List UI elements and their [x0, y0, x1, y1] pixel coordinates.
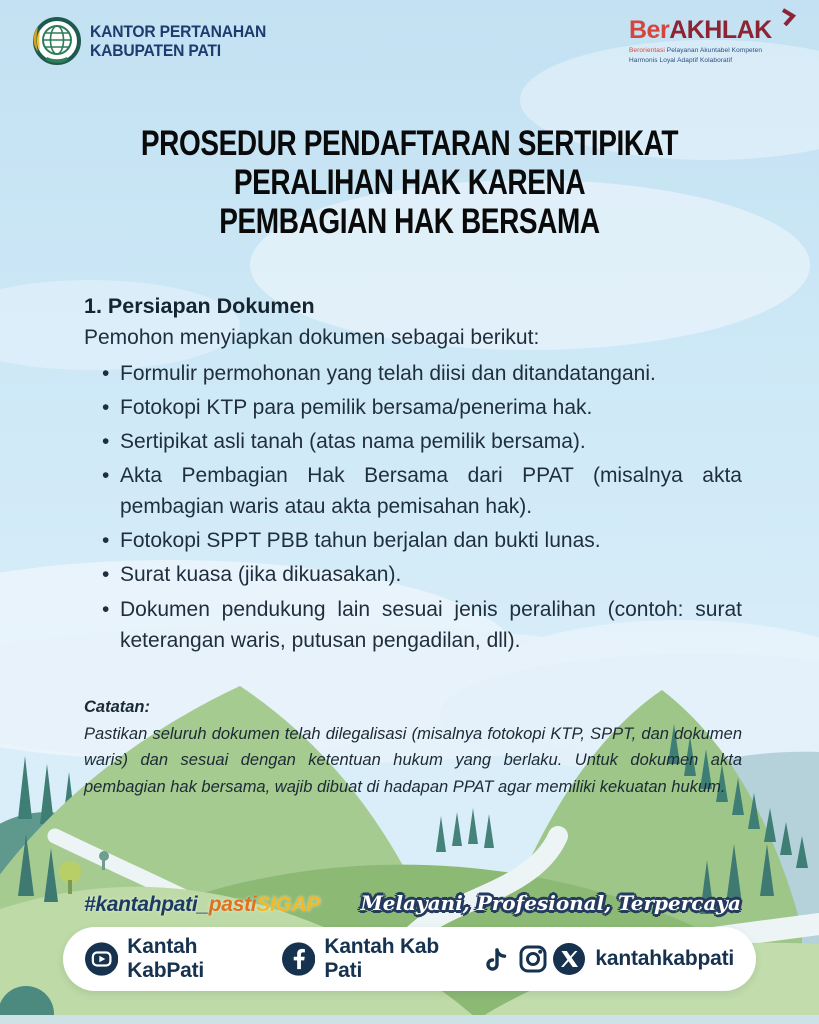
hashtag-part1: #kantahpati_ [84, 893, 209, 916]
page-title [82, 126, 737, 243]
section-heading: 1. Persiapan Dokumen [84, 294, 315, 318]
agency-name-line1: KANTOR PERTANAHAN [90, 21, 267, 41]
social-icon-trio [484, 942, 586, 976]
note-block [84, 694, 742, 801]
list-item: • Fotokopi SPPT PBB tahun berjalan dan bukti lunas. [102, 525, 742, 556]
berakhlak-tagline-red: Berorientasi [629, 47, 665, 54]
page-title-line3: PEMBAGIAN HAK BERSAMA [219, 202, 600, 241]
x-twitter-icon [552, 942, 586, 976]
berakhlak-wordmark [629, 18, 789, 43]
document-list [84, 358, 742, 656]
tiktok-icon [484, 943, 514, 975]
berakhlak-tagline [629, 46, 789, 66]
agency-name-line2: KABUPATEN PATI [90, 41, 221, 60]
section-intro: Pemohon menyiapkan dokumen sebagai berikut: [84, 326, 540, 349]
facebook-icon [282, 941, 315, 977]
list-item: • Sertipikat asli tanah (atas nama pemilik bersama). [102, 426, 742, 457]
page-title-line2: PERALIHAN HAK KARENA [233, 163, 586, 202]
instagram-icon [517, 943, 549, 975]
bpn-logo-icon [28, 14, 82, 68]
header [0, 0, 819, 90]
campaign-hashtag [84, 893, 320, 917]
youtube-handle: Kantah KabPati [127, 935, 205, 982]
list-item: • Surat kuasa (jika dikuasakan). [102, 559, 742, 590]
berakhlak-tagline-line2: Harmonis Loyal Adaptif Kolaboratif [629, 56, 733, 64]
agency-brand [28, 14, 281, 68]
hashtag-part2: pasti [208, 893, 257, 916]
document-section [84, 294, 742, 659]
berakhlak-prefix: Ber [629, 16, 670, 44]
facebook-handle: Kantah Kab Pati [324, 935, 440, 982]
handle-account [484, 942, 734, 976]
service-motto: Melayani, Profesional, Terpercaya [360, 891, 741, 915]
shared-handle: kantahkabpati [595, 947, 734, 970]
list-item: • Akta Pembagian Hak Bersama dari PPAT (misalnya akta pembagian waris atau akta pemisahan hak). [102, 460, 742, 522]
facebook-account [282, 935, 470, 983]
list-item: • Formulir permohonan yang telah diisi dan ditandatangani. [102, 358, 742, 389]
note-label: Catatan: [84, 698, 151, 716]
berakhlak-tagline-rest: Pelayanan Akuntabel Kompeten [664, 47, 763, 54]
page-title-line1: PROSEDUR PENDAFTARAN SERTIPIKAT [140, 124, 679, 163]
list-item: • Fotokopi KTP para pemilik bersama/penerima hak. [102, 392, 742, 423]
berakhlak-logo [629, 18, 789, 66]
note-text: Pastikan seluruh dokumen telah dilegalisasi (misalnya fotokopi KTP, SPPT, dan dokumen waris) dan sesuai dengan ketentuan hukum yang berlaku. Untuk dokumen akta pembagian hak bersama, wajib dibuat di hadapan PPAT agar memiliki kekuatan hukum. [84, 724, 742, 797]
berakhlak-suffix: AKHLAK [669, 16, 772, 44]
list-item: • Dokumen pendukung lain sesuai jenis peralihan (contoh: surat keterangan waris, putusan pengadilan, dll). [102, 594, 742, 656]
youtube-icon [85, 941, 118, 977]
berakhlak-arrow-icon [781, 8, 797, 26]
agency-name [90, 22, 266, 60]
social-media-bar [63, 927, 756, 991]
hashtag-part3: SIGAP [256, 893, 321, 916]
youtube-account [85, 935, 268, 983]
